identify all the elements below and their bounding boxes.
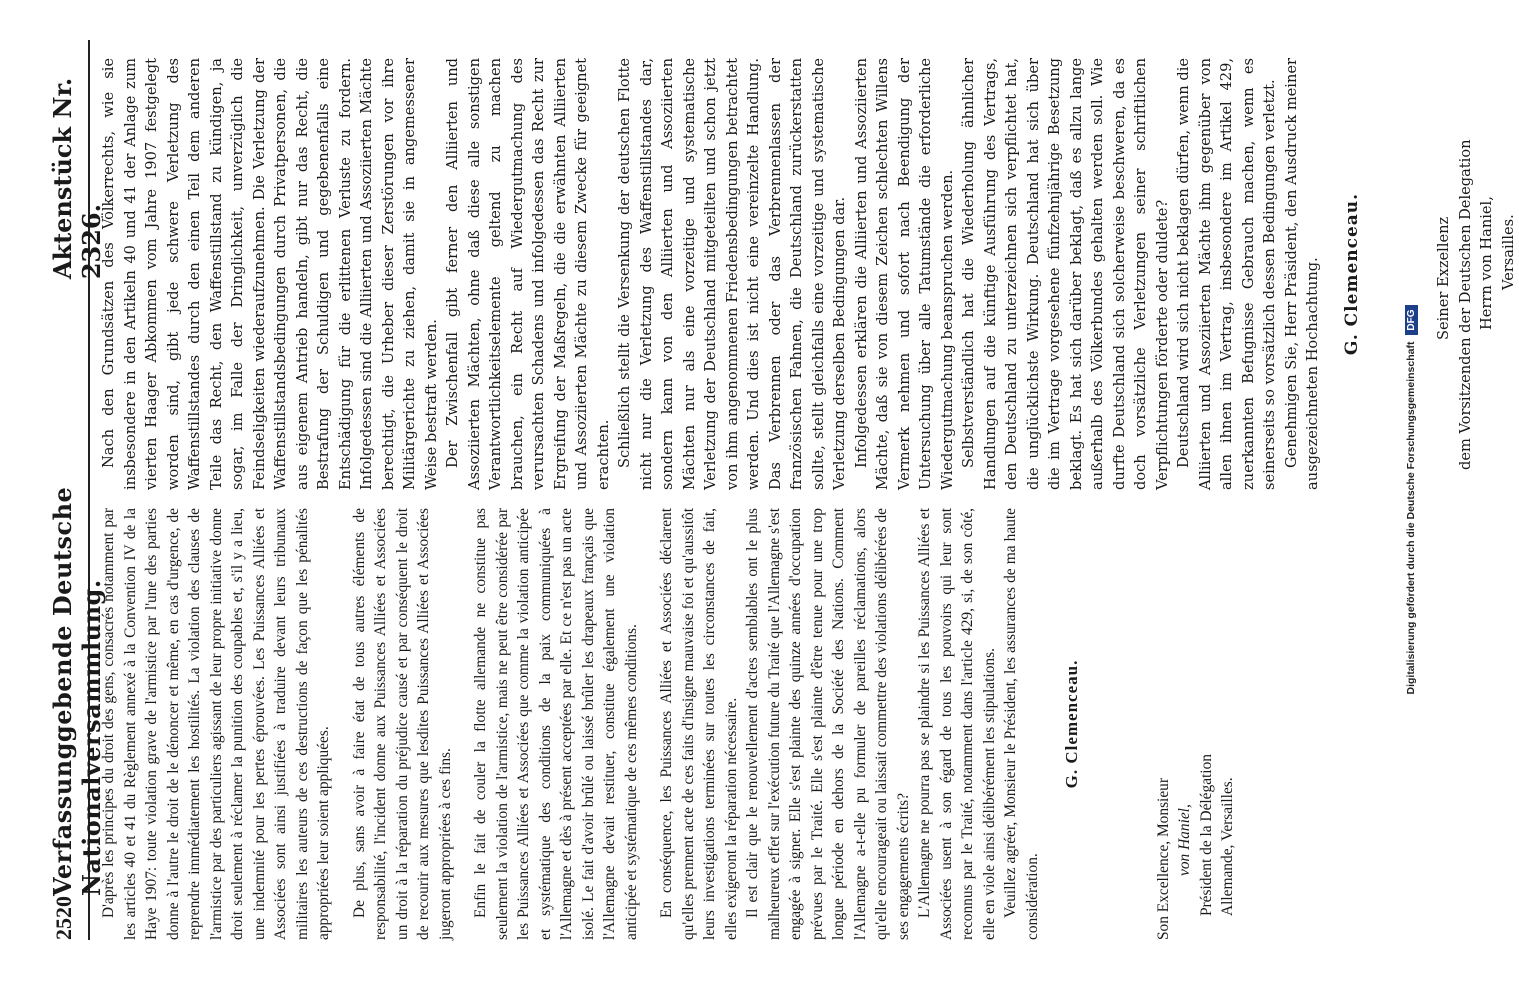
signature: G. Clemenceau. <box>1341 192 1362 356</box>
address-line: Herrn von Haniel, <box>1478 196 1495 330</box>
paragraph: L'Allemagne ne pourra pas se plaindre si les Puissances Alliées et Associées usent à son égard de tous les pouvoirs qui leur sont reconnus par le Traité, notamment dans l'article 429, si, de son côté, elle en viole ainsi délibérément les stipulations. <box>916 508 998 940</box>
paragraph: Enfin le fait de couler la flotte allemande ne constitue pas seulement la violation de l'armistice, mais ne peut être considérée par les Puissances Alliées et Associées que comme la violation anticipée et systématique des conditions de la paix communiquées à l'Allemagne et dès à présent acceptées par elle. Et ce n'est pas un acte isolé. Le fait d'avoir brûlé ou laissé brûler les drapeaux français que l'Allemagne devait restituer, constitue également une violation anticipée et systématique de ces mêmes conditions. <box>472 508 640 940</box>
address-line: Président de la Délégation <box>1197 754 1215 916</box>
paragraph: En conséquence, les Puissances Alliées et Associées déclarent qu'elles prennent acte de ces faits d'insigne mauvaise foi et qu'aussitôt leurs investigations terminées sur toutes les circonstances de fait, elles exigeront la réparation nécessaire. <box>658 508 740 940</box>
paragraph: Infolgedessen erklären die Alliierten und Assoziierten Mächte, daß sie von diesem Zeichen schlechten Willens Vermerk nehmen und sofort nach Beendigung der Untersuchung über alle Tatumstände die erforderliche Wiedergutmachung beanspruchen werden. <box>852 58 956 490</box>
page-number: 2520 <box>51 896 76 940</box>
paragraph: De plus, sans avoir à faire état de tous autres éléments de responsabilité, l'incident donne aux Puissances Alliées et Associées un droit à la réparation du préjudice causé et par conséquent le droit de recourir aux mesures que lesdites Puissances Alliées et Associées jugeront appropriées à ces fins. <box>350 508 454 940</box>
page-title: Verfassunggebende Deutsche Nationalversammlung. <box>48 486 106 896</box>
paragraph: Der Zwischenfall gibt ferner den Alliierten und Assoziierten Mächten, ohne daß diese alle sonstigen Verantwortlichkeitselemente geltend zu machen brauchen, ein Recht auf Wiedergutmachung des verursachten Schadens und infolgedessen das Recht zur Ergreifung der Maßregeln, die die erwähnten Alliierten und Assoziierten Mächte zu diesem Zwecke für geeignet erachten. <box>444 58 612 490</box>
signature: G. Clemenceau. <box>1062 659 1081 789</box>
address-line: Son Excellence, Monsieur <box>1154 778 1172 940</box>
address-line: Versailles. <box>1499 214 1517 290</box>
dfg-logo-icon: DFG <box>1405 306 1418 335</box>
credit-text: Digitalisierung gefördert durch die Deutsche Forschungsgemeinschaft <box>1405 341 1417 695</box>
aktenstueck-label: Aktenstück Nr. 2326. <box>48 77 106 280</box>
page-header <box>48 40 106 940</box>
address-line: dem Vorsitzenden der Deutschen Delegation <box>1456 139 1474 470</box>
paragraph: Schließlich stellt die Versenkung der deutschen Flotte nicht nur die Verletzung des Waffenstillstandes dar, sondern kann von den Alliierten und Assoziierten Mächten nur als eine vorzeitige und systematische Verletzung der Deutschland mitgeteilten und schon jetzt von ihm angenommenen Friedensbedingungen betrachtet werden. Und dies ist nicht eine vereinzelte Handlung. Das Verbrennen oder das Verbrennenlassen der französischen Fahnen, die Deutschland zurückerstatten sollte, stellt gleichfalls eine vorzeitige und systematische Verletzung derselben Bedingungen dar. <box>616 58 848 490</box>
paragraph: Selbstverständlich hat die Wiederholung ähnlicher Handlungen auf die künftige Ausführung des Vertrags, den Deutschland zu unterzeichnen sich verpflichtet hat, die unglücklichste Wirkung. Deutschland hat sich über die im Vertrage vorgesehene fünfzehnjährige Besetzung beklagt. Es hat sich darüber beklagt, daß es allzu lange außerhalb des Völkerbundes gehalten werden soll. Wie durfte Deutschland sich solcherweise beschweren, da es doch vorsätzliche Verletzungen seiner schriftlichen Verpflichtungen förderte oder duldete? <box>960 58 1171 490</box>
paragraph: Il est clair que le renouvellement d'actes semblables ont le plus malheureux effet sur l'exécution future du Traité que l'Allemagne s'est engagée à signer. Elle s'est plainte des quinze années d'occupation prévues par le Traité. Elle s'est plainte d'être tenue pour une trop longue période en dehors de la Société des Nations. Comment l'Allemagne a-t-elle pu formuler de pareilles réclamations, alors qu'elle encourageait ou laissait commettre des violations délibérées de ses engagements écrits? <box>744 508 912 940</box>
paragraph: D'après les principes du droit des gens, consacrés notamment par les articles 40 et 41 du Règlement annexé à la Convention IV de la Haye 1907: toute violation grave de l'armistice par l'une des parties donne à l'autre le droit de le dénoncer et même, en cas d'urgence, de reprendre immédiatement les hostilités. La violation des clauses de l'armistice par des particuliers agissant de leur propre initiative donne droit seulement à réclamer la punition des coupables et, s'il y a lieu, une indemnité pour les pertes éprouvées. Les Puissances Alliées et Associées sont ainsi justifiées à traduire devant leurs tribunaux militaires les auteurs de ces destructions de façon que les pénalités appropriées leur soient appliquées. <box>100 508 332 940</box>
address-block <box>1433 58 1519 490</box>
paragraph: Genehmigen Sie, Herr Präsident, den Ausdruck meiner ausgezeichneten Hochachtung. <box>1282 58 1321 490</box>
address-line: von Haniel, <box>1176 804 1193 876</box>
german-column <box>98 58 1519 490</box>
address-block <box>1153 508 1239 940</box>
digitization-credit <box>1405 40 1418 960</box>
address-line: Allemande, Versailles. <box>1219 777 1236 916</box>
paragraph: Deutschland wird sich nicht beklagen dürfen, wenn die Alliierten und Assoziierten Mächte ihm gegenüber von allen ihnen im Vertrag, insbesondere im Artikel 429, zuerkannten Befugnisse Gebrauch machen, wenn es seinerseits so vorsätzlich dessen Bedingungen verletzt. <box>1175 58 1278 490</box>
paragraph: Nach den Grundsätzen des Völkerrechts, wie sie insbesondere in den Artikeln 40 und 41 der Anlage zum vierten Haager Abkommen vom Jahre 1907 festgelegt worden sind, gibt jede schwere Verletzung des Waffenstillstandes durch den einen Teil dem anderen Teile das Recht, den Waffenstillstand zu kündigen, ja sogar, im Falle der Dringlichkeit, unverzüglich die Feindseligkeiten wiederaufzunehmen. Die Verletzung der Waffenstillstandsbedingungen durch Privatpersonen, die aus eigenem Antrieb handeln, gibt nur das Recht, die Bestrafung der Schuldigen und gegebenenfalls eine Entschädigung für die erlittenen Verluste zu fordern. Infolgedessen sind die Alliierten und Assoziierten Mächte berechtigt, die Urheber dieser Zerstörungen vor ihre Militärgerichte zu ziehen, damit sie in angemessener Weise bestraft werden. <box>100 58 440 490</box>
address-line: Seiner Exzellenz <box>1435 216 1452 340</box>
french-column <box>98 508 1239 940</box>
paragraph: Veuillez agréer, Monsieur le Président, les assurances de ma haute considération. <box>1002 508 1041 940</box>
